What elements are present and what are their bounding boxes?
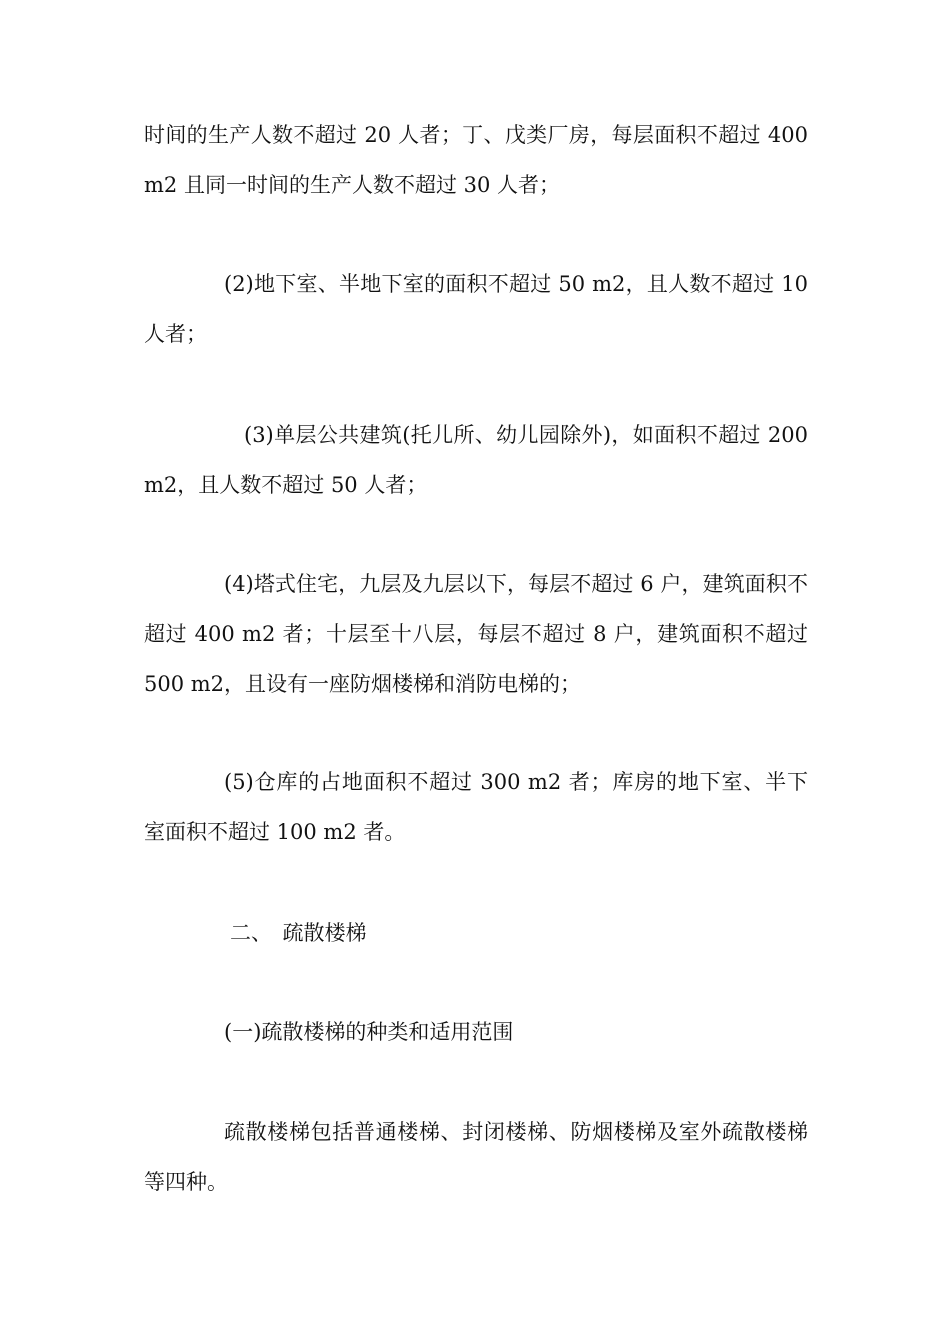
paragraph-item-5: (5)仓库的占地面积不超过 300 m2 者；库房的地下室、半下室面积不超过 100 m2 者。 — [144, 770, 808, 844]
body-paragraph: 疏散楼梯包括普通楼梯、封闭楼梯、防烟楼梯及室外疏散楼梯等四种。 — [144, 1120, 808, 1194]
section-heading: 二、 疏散楼梯 — [230, 921, 367, 945]
paragraph-item-4: (4)塔式住宅，九层及九层以下，每层不超过 6 户，建筑面积不超过 400 m2 者；十层至十八层，每层不超过 8 户，建筑面积不超过 500 m2，且设有一座防烟楼梯和消防电梯的； — [144, 572, 808, 696]
paragraph-item-2: (2)地下室、半地下室的面积不超过 50 m2，且人数不超过 10 人者； — [144, 272, 808, 346]
subsection-heading: (一)疏散楼梯的种类和适用范围 — [224, 1020, 514, 1044]
paragraph-continuation: 时间的生产人数不超过 20 人者；丁、戊类厂房，每层面积不超过 400 m2 且同一时间的生产人数不超过 30 人者； — [144, 123, 808, 197]
paragraph-item-3: (3)单层公共建筑(托儿所、幼儿园除外)，如面积不超过 200 m2，且人数不超过 50 人者； — [144, 423, 808, 497]
